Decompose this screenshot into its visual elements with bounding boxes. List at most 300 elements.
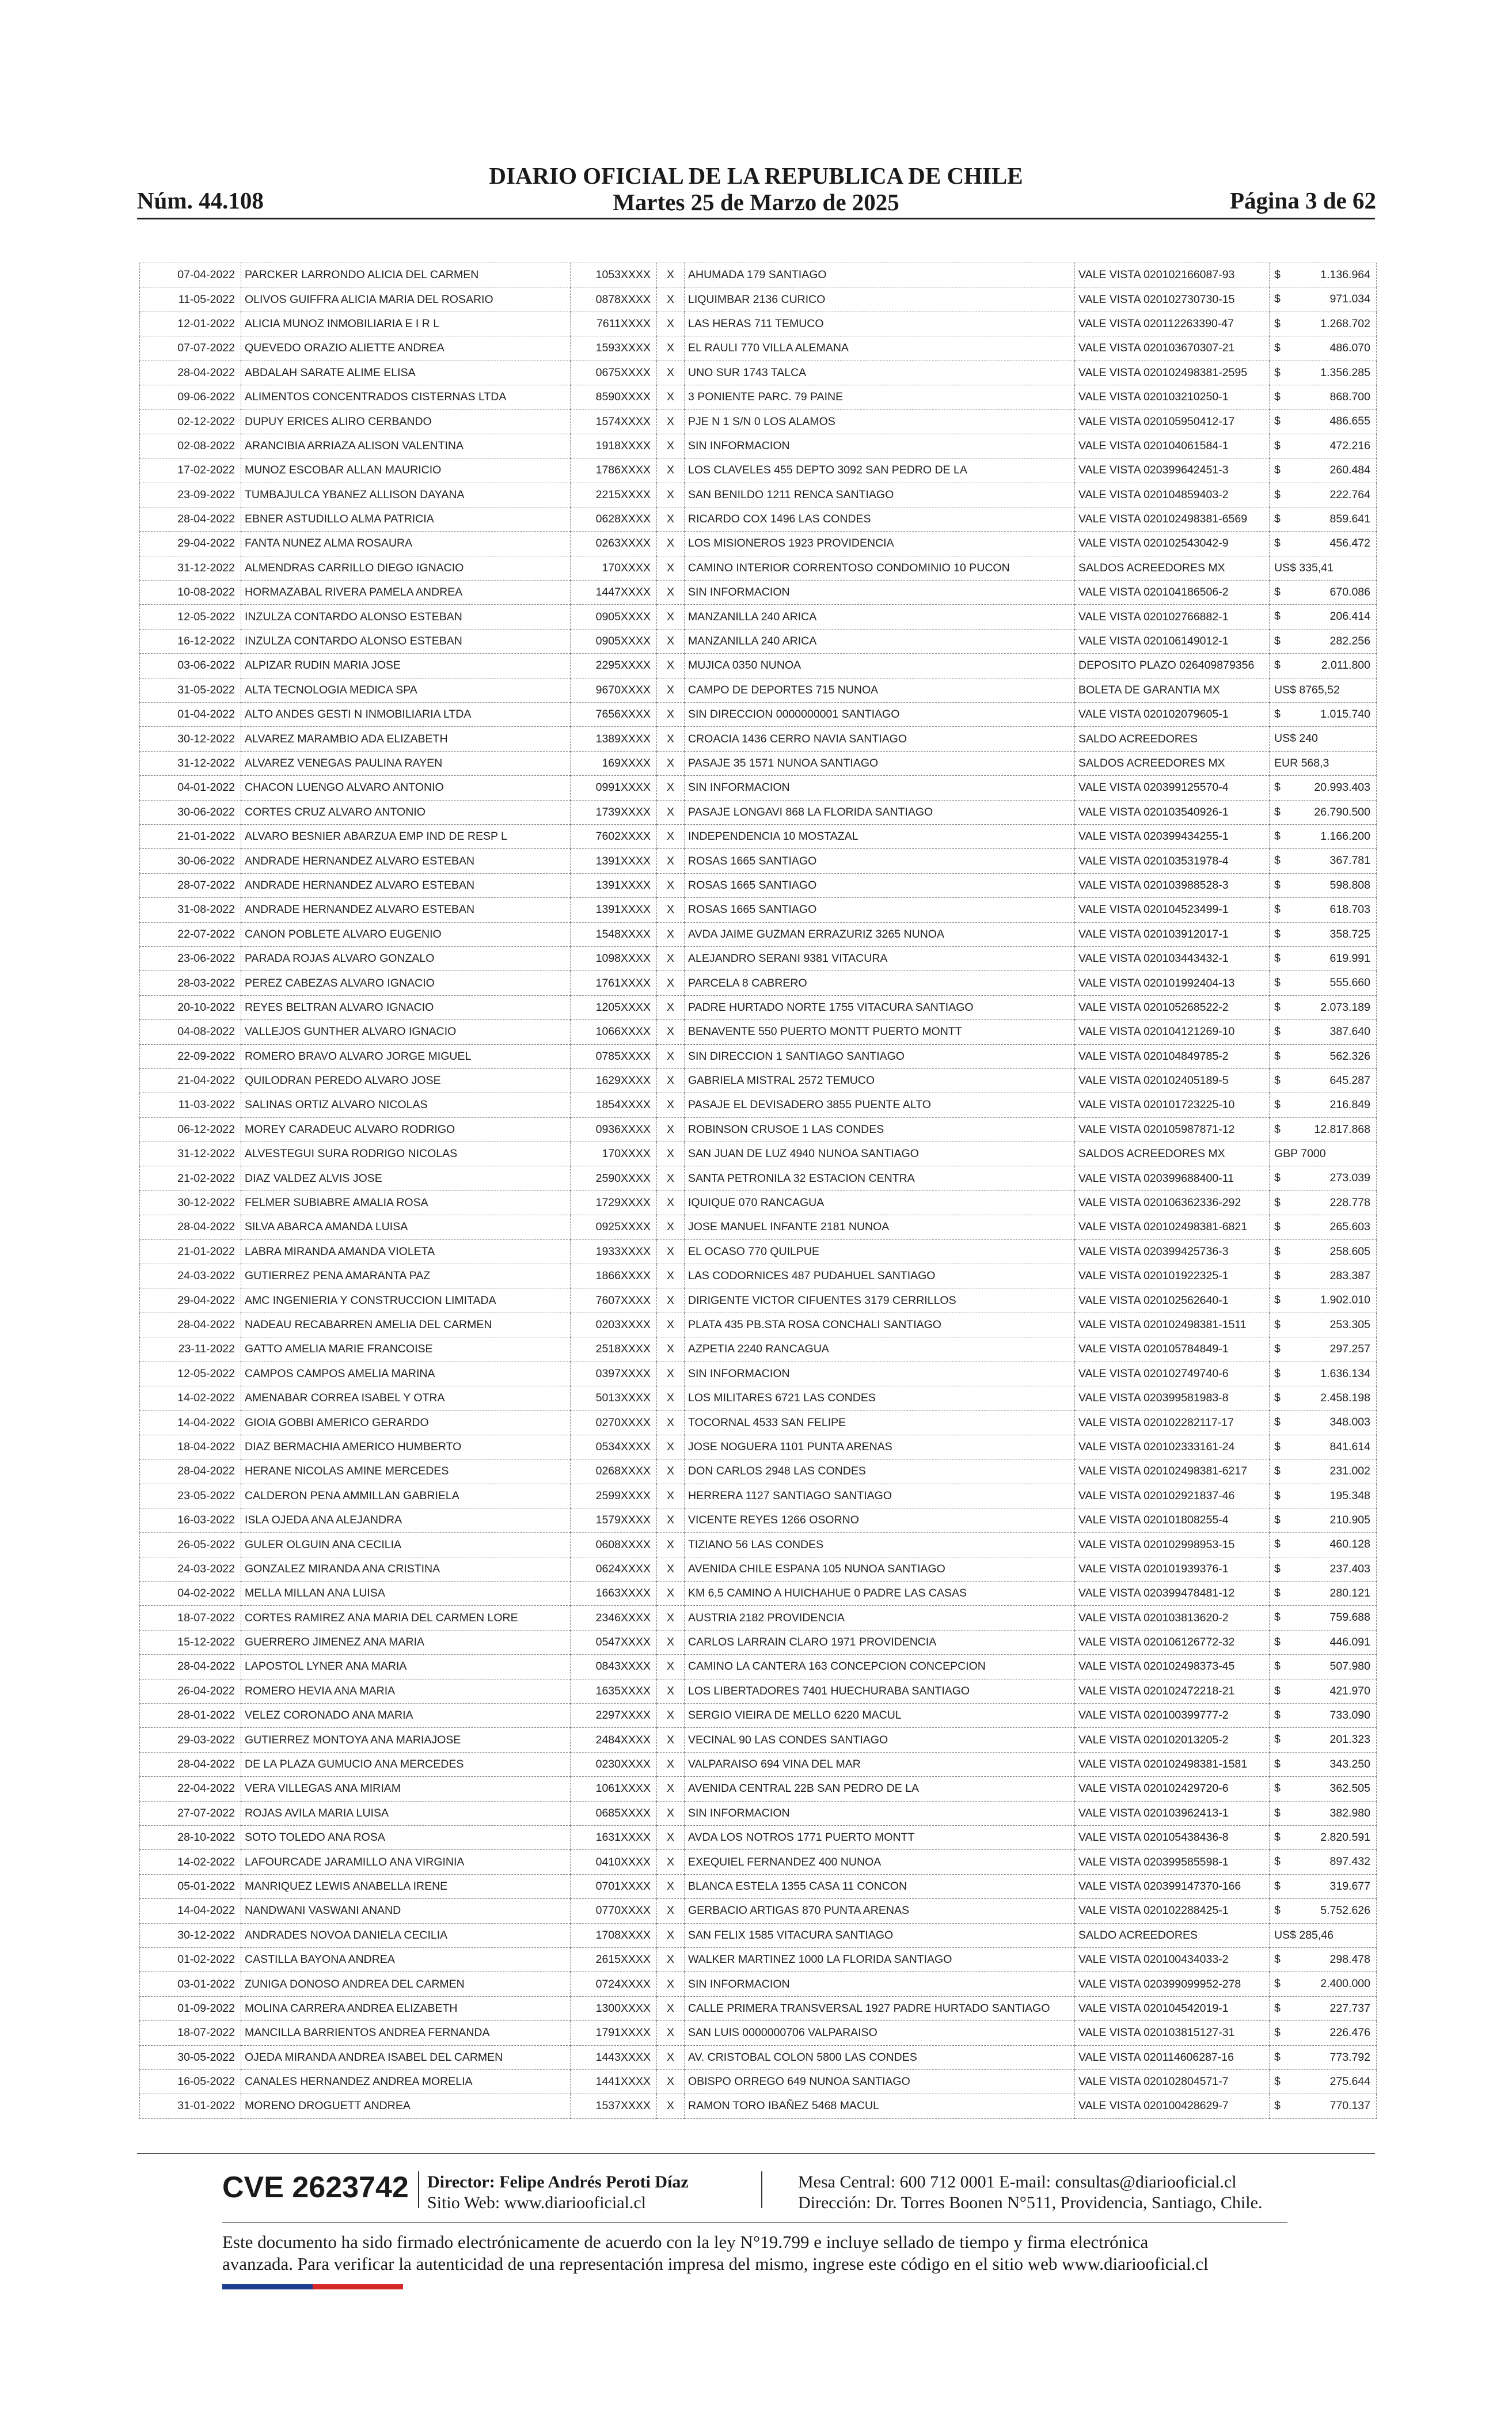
holder-address: SERGIO VIEIRA DE MELLO 6220 MACUL (685, 1704, 1075, 1728)
holder-id: 1205XXXX (571, 995, 657, 1019)
record-date: 28-04-2022 (140, 361, 241, 385)
record-date: 23-05-2022 (140, 1484, 241, 1508)
record-date: 30-06-2022 (140, 849, 241, 873)
legal-notice-line: Este documento ha sido firmado electrónicamente de acuerdo con la ley N°19.799 e incluye sellado de tiempo y firma electrónica (222, 2232, 1149, 2252)
record-date: 26-05-2022 (140, 1533, 241, 1557)
holder-name: OLIVOS GUIFFRA ALICIA MARIA DEL ROSARIO (241, 287, 571, 312)
record-date: 28-04-2022 (140, 1459, 241, 1484)
currency-symbol: $ (1274, 390, 1281, 403)
holder-id: 170XXXX (571, 556, 657, 580)
record-date: 12-05-2022 (140, 1362, 241, 1386)
holder-id: 1574XXXX (571, 410, 657, 434)
amount (1270, 1655, 1377, 1679)
holder-id: 1866XXXX (571, 1264, 657, 1288)
record-date: 01-02-2022 (140, 1947, 241, 1971)
amount-value: 228.778 (1329, 1196, 1370, 1209)
address-line: Dirección: Dr. Torres Boonen N°511, Providencia, Santiago, Chile. (798, 2193, 1263, 2212)
table-row (140, 2094, 1377, 2118)
amount-value: 206.414 (1329, 610, 1370, 623)
contact-line: Mesa Central: 600 712 0001 E-mail: consultas@diariooficial.cl (798, 2172, 1237, 2191)
record-date: 30-12-2022 (140, 1190, 241, 1215)
amount-value: 562.326 (1329, 1049, 1370, 1063)
amount (1270, 1190, 1377, 1215)
holder-address: SAN BENILDO 1211 RENCA SANTIAGO (685, 483, 1075, 507)
table-row (140, 1777, 1377, 1801)
amount-value: 598.808 (1329, 878, 1370, 892)
amount-value: 645.287 (1329, 1074, 1370, 1087)
holder-id: 0905XXXX (571, 605, 657, 629)
table-row (140, 1606, 1377, 1630)
amount-value: 421.970 (1329, 1684, 1370, 1697)
mark: X (657, 385, 685, 409)
amount (1270, 1972, 1377, 1996)
instrument: SALDOS ACREEDORES MX (1075, 556, 1270, 580)
currency-symbol: $ (1274, 1294, 1281, 1307)
holder-id: 2295XXXX (571, 654, 657, 678)
currency-symbol: $ (1274, 1879, 1281, 1893)
table-row (140, 1704, 1377, 1728)
amount (1270, 1947, 1377, 1971)
record-date: 17-02-2022 (140, 458, 241, 483)
mark: X (657, 2094, 685, 2118)
amount-value: 5.752.626 (1320, 1904, 1370, 1917)
holder-address: CAMINO LA CANTERA 163 CONCEPCION CONCEPCION (685, 1655, 1075, 1679)
instrument: VALE VISTA 020399434255-1 (1075, 824, 1270, 848)
table-row (140, 1679, 1377, 1703)
record-date: 01-09-2022 (140, 1996, 241, 2020)
record-date: 31-12-2022 (140, 751, 241, 775)
holder-id: 0397XXXX (571, 1362, 657, 1386)
currency-symbol: $ (1274, 927, 1281, 941)
amount-value: 2.073.189 (1320, 1000, 1370, 1014)
instrument: VALE VISTA 020105268522-2 (1075, 995, 1270, 1019)
holder-name: MOLINA CARRERA ANDREA ELIZABETH (241, 1996, 571, 2020)
holder-address: VICENTE REYES 1266 OSORNO (685, 1508, 1075, 1532)
record-date: 04-02-2022 (140, 1582, 241, 1606)
instrument: VALE VISTA 020399581983-8 (1075, 1386, 1270, 1410)
holder-name: SILVA ABARCA AMANDA LUISA (241, 1215, 571, 1239)
footer-rule (222, 2222, 1287, 2223)
table-row (140, 629, 1377, 653)
holder-name: NANDWANI VASWANI ANAND (241, 1899, 571, 1923)
mark: X (657, 1728, 685, 1752)
table-row (140, 507, 1377, 531)
mark: X (657, 703, 685, 727)
table-row (140, 1411, 1377, 1435)
table-row (140, 1313, 1377, 1337)
amount (1270, 410, 1377, 434)
holder-address: PADRE HURTADO NORTE 1755 VITACURA SANTIAGO (685, 995, 1075, 1019)
holder-id: 2615XXXX (571, 1947, 657, 1971)
holder-id: 1300XXXX (571, 1996, 657, 2020)
amount (1270, 995, 1377, 1019)
mark: X (657, 1020, 685, 1044)
currency-symbol: $ (1274, 1391, 1281, 1404)
currency-symbol: $ (1274, 1416, 1281, 1429)
currency-symbol: $ (1274, 1562, 1281, 1575)
amount (1270, 703, 1377, 727)
holder-name: SOTO TOLEDO ANA ROSA (241, 1826, 571, 1850)
instrument: VALE VISTA 020103912017-1 (1075, 922, 1270, 946)
table-row (140, 800, 1377, 824)
holder-id: 2346XXXX (571, 1606, 657, 1630)
amount-value: 507.980 (1329, 1660, 1370, 1673)
instrument: VALE VISTA 020104542019-1 (1075, 1996, 1270, 2020)
holder-name: FANTA NUNEZ ALMA ROSAURA (241, 532, 571, 556)
amount-value: 222.764 (1329, 488, 1370, 501)
instrument: VALE VISTA 020106362336-292 (1075, 1190, 1270, 1215)
record-date: 27-07-2022 (140, 1801, 241, 1825)
amount-value: 319.677 (1329, 1879, 1370, 1893)
holder-address: SIN DIRECCION 0000000001 SANTIAGO (685, 703, 1075, 727)
mark: X (657, 581, 685, 605)
currency-symbol: $ (1274, 1269, 1281, 1283)
holder-address: LOS MILITARES 6721 LAS CONDES (685, 1386, 1075, 1410)
holder-name: ARANCIBIA ARRIAZA ALISON VALENTINA (241, 434, 571, 458)
record-date: 09-06-2022 (140, 385, 241, 409)
instrument: VALE VISTA 020399642451-3 (1075, 458, 1270, 483)
holder-address: SANTA PETRONILA 32 ESTACION CENTRA (685, 1166, 1075, 1190)
currency-symbol: $ (1274, 317, 1281, 330)
record-date: 31-08-2022 (140, 898, 241, 922)
instrument: VALE VISTA 020101808255-4 (1075, 1508, 1270, 1532)
instrument: VALE VISTA 020104186506-2 (1075, 581, 1270, 605)
record-date: 02-08-2022 (140, 434, 241, 458)
holder-name: VELEZ CORONADO ANA MARIA (241, 1704, 571, 1728)
holder-id: 1739XXXX (571, 800, 657, 824)
instrument: VALE VISTA 020101723225-10 (1075, 1093, 1270, 1117)
amount-value: 358.725 (1329, 927, 1370, 941)
currency-symbol: $ (1274, 2026, 1281, 2039)
holder-address: PASAJE EL DEVISADERO 3855 PUENTE ALTO (685, 1093, 1075, 1117)
record-date: 28-01-2022 (140, 1704, 241, 1728)
instrument: VALE VISTA 020102498373-45 (1075, 1655, 1270, 1679)
amount (1270, 824, 1377, 848)
mark: X (657, 1484, 685, 1508)
mark: X (657, 1190, 685, 1215)
holder-id: 1391XXXX (571, 898, 657, 922)
currency-symbol: $ (1274, 878, 1281, 892)
table-row (140, 1996, 1377, 2020)
holder-id: 1391XXXX (571, 849, 657, 873)
instrument: SALDOS ACREEDORES MX (1075, 1142, 1270, 1166)
instrument: VALE VISTA 020102498381-2595 (1075, 361, 1270, 385)
currency-symbol: $ (1274, 1220, 1281, 1234)
record-date: 12-05-2022 (140, 605, 241, 629)
amount (1270, 1850, 1377, 1874)
holder-address: JOSE MANUEL INFANTE 2181 NUNOA (685, 1215, 1075, 1239)
holder-name: QUEVEDO ORAZIO ALIETTE ANDREA (241, 336, 571, 361)
holder-name: TUMBAJULCA YBANEZ ALLISON DAYANA (241, 483, 571, 507)
table-row (140, 1874, 1377, 1898)
amount-value: 773.792 (1329, 2050, 1370, 2064)
amount-value: 362.505 (1329, 1782, 1370, 1795)
record-date: 28-07-2022 (140, 873, 241, 897)
record-date: 14-02-2022 (140, 1386, 241, 1410)
amount-value: 348.003 (1329, 1416, 1370, 1429)
record-date: 23-06-2022 (140, 946, 241, 970)
holder-id: 2297XXXX (571, 1704, 657, 1728)
instrument: VALE VISTA 020104859403-2 (1075, 483, 1270, 507)
mark: X (657, 1655, 685, 1679)
currency-symbol: $ (1274, 1000, 1281, 1014)
holder-id: 0925XXXX (571, 1215, 657, 1239)
record-date: 04-01-2022 (140, 776, 241, 800)
record-date: 29-03-2022 (140, 1728, 241, 1752)
currency-symbol: $ (1274, 1538, 1281, 1551)
currency-symbol: $ (1274, 829, 1281, 843)
holder-address: SIN INFORMACION (685, 1972, 1075, 1996)
amount-value: 231.002 (1329, 1465, 1370, 1478)
currency-symbol: $ (1274, 854, 1281, 867)
table-row (140, 532, 1377, 556)
instrument: VALE VISTA 020114606287-16 (1075, 2045, 1270, 2069)
record-date: 01-04-2022 (140, 703, 241, 727)
amount (1270, 1020, 1377, 1044)
amount (1270, 654, 1377, 678)
mark: X (657, 1068, 685, 1093)
holder-address: AVDA JAIME GUZMAN ERRAZURIZ 3265 NUNOA (685, 922, 1075, 946)
holder-name: LABRA MIRANDA AMANDA VIOLETA (241, 1239, 571, 1264)
record-date: 06-12-2022 (140, 1117, 241, 1142)
amount-value: 26.790.500 (1314, 805, 1370, 818)
instrument: VALE VISTA 020399147370-166 (1075, 1874, 1270, 1898)
mark: X (657, 1850, 685, 1874)
holder-address: CAMPO DE DEPORTES 715 NUNOA (685, 678, 1075, 702)
instrument: VALE VISTA 020101939376-1 (1075, 1557, 1270, 1581)
table-row (140, 1117, 1377, 1142)
holder-id: 0230XXXX (571, 1752, 657, 1776)
instrument: VALE VISTA 020102429720-6 (1075, 1777, 1270, 1801)
holder-name: ANDRADE HERNANDEZ ALVARO ESTEBAN (241, 849, 571, 873)
currency-symbol: $ (1274, 1831, 1281, 1844)
amount-value: 1.136.964 (1320, 268, 1370, 281)
mark: X (657, 654, 685, 678)
holder-id: 2518XXXX (571, 1337, 657, 1362)
holder-address: 3 PONIENTE PARC. 79 PAINE (685, 385, 1075, 409)
amount (1270, 1923, 1377, 1947)
holder-id: 1708XXXX (571, 1923, 657, 1947)
holder-name: MANCILLA BARRIENTOS ANDREA FERNANDA (241, 2021, 571, 2045)
holder-name: NADEAU RECABARREN AMELIA DEL CARMEN (241, 1313, 571, 1337)
record-date: 03-06-2022 (140, 654, 241, 678)
holder-address: PASAJE 35 1571 NUNOA SANTIAGO (685, 751, 1075, 775)
holder-address: BENAVENTE 550 PUERTO MONTT PUERTO MONTT (685, 1020, 1075, 1044)
currency-symbol: $ (1274, 1660, 1281, 1673)
holder-id: 0624XXXX (571, 1557, 657, 1581)
record-date: 24-03-2022 (140, 1557, 241, 1581)
mark: X (657, 678, 685, 702)
amount-value: 733.090 (1329, 1709, 1370, 1722)
amount-value: 297.257 (1329, 1343, 1370, 1356)
holder-address: AUSTRIA 2182 PROVIDENCIA (685, 1606, 1075, 1630)
amount (1270, 2045, 1377, 2069)
holder-address: LAS CODORNICES 487 PUDAHUEL SANTIAGO (685, 1264, 1075, 1288)
mark: X (657, 629, 685, 653)
record-date: 28-10-2022 (140, 1826, 241, 1850)
currency-symbol: $ (1274, 2050, 1281, 2064)
holder-id: 0675XXXX (571, 361, 657, 385)
amount (1270, 1484, 1377, 1508)
mark: X (657, 995, 685, 1019)
flag-stripe-red (313, 2284, 403, 2289)
mark: X (657, 2045, 685, 2069)
amount (1270, 1068, 1377, 1093)
holder-address: GABRIELA MISTRAL 2572 TEMUCO (685, 1068, 1075, 1093)
record-date: 14-02-2022 (140, 1850, 241, 1874)
holder-address: AVDA LOS NOTROS 1771 PUERTO MONTT (685, 1826, 1075, 1850)
records-table (139, 263, 1377, 2119)
amount-value: 226.476 (1329, 2026, 1370, 2039)
record-date: 31-12-2022 (140, 1142, 241, 1166)
amount-value: 841.614 (1329, 1440, 1370, 1453)
holder-address: PLATA 435 PB.STA ROSA CONCHALI SANTIAGO (685, 1313, 1075, 1337)
amount-value: 265.603 (1329, 1220, 1370, 1234)
holder-id: 169XXXX (571, 751, 657, 775)
mark: X (657, 312, 685, 336)
table-row (140, 385, 1377, 409)
mark: X (657, 1826, 685, 1850)
holder-address: BLANCA ESTELA 1355 CASA 11 CONCON (685, 1874, 1075, 1898)
table-row (140, 1582, 1377, 1606)
mark: X (657, 1947, 685, 1971)
amount-value: 2.400.000 (1320, 1977, 1370, 1990)
holder-name: MANRIQUEZ LEWIS ANABELLA IRENE (241, 1874, 571, 1898)
amount-value: 280.121 (1329, 1587, 1370, 1600)
currency-symbol: $ (1274, 951, 1281, 965)
amount (1270, 727, 1377, 751)
amount (1270, 263, 1377, 287)
table-row (140, 1190, 1377, 1215)
issue-number: Núm. 44.108 (137, 187, 264, 214)
instrument: VALE VISTA 020399688400-11 (1075, 1166, 1270, 1190)
record-date: 31-01-2022 (140, 2094, 241, 2118)
holder-address: ROSAS 1665 SANTIAGO (685, 873, 1075, 897)
website-line: Sitio Web: www.diariooficial.cl (427, 2193, 647, 2212)
amount (1270, 1996, 1377, 2020)
currency-symbol: $ (1274, 1611, 1281, 1624)
currency-symbol: $ (1274, 781, 1281, 794)
holder-address: TOCORNAL 4533 SAN FELIPE (685, 1411, 1075, 1435)
amount (1270, 1557, 1377, 1581)
amount (1270, 556, 1377, 580)
table-row (140, 1484, 1377, 1508)
table-row (140, 1215, 1377, 1239)
flag-stripe (222, 2284, 403, 2289)
record-date: 04-08-2022 (140, 1020, 241, 1044)
mark: X (657, 1215, 685, 1239)
table-row (140, 1362, 1377, 1386)
instrument: VALE VISTA 020103443432-1 (1075, 946, 1270, 970)
currency-symbol: $ (1274, 1709, 1281, 1722)
holder-name: MUNOZ ESCOBAR ALLAN MAURICIO (241, 458, 571, 483)
mark: X (657, 556, 685, 580)
mark: X (657, 1874, 685, 1898)
mark: X (657, 751, 685, 775)
amount-value: 1.268.702 (1320, 317, 1370, 330)
mark: X (657, 507, 685, 531)
table-row (140, 727, 1377, 751)
instrument: VALE VISTA 020100399777-2 (1075, 1704, 1270, 1728)
table-row (140, 312, 1377, 336)
table-row (140, 1093, 1377, 1117)
amount-value: 201.323 (1329, 1733, 1370, 1746)
holder-name: ROMERO HEVIA ANA MARIA (241, 1679, 571, 1703)
holder-name: ANDRADE HERNANDEZ ALVARO ESTEBAN (241, 873, 571, 897)
holder-id: 0547XXXX (571, 1630, 657, 1654)
mark: X (657, 1606, 685, 1630)
currency-symbol: $ (1274, 1587, 1281, 1600)
holder-address: RAMON TORO IBAÑEZ 5468 MACUL (685, 2094, 1075, 2118)
table-row (140, 336, 1377, 361)
amount (1270, 1630, 1377, 1654)
mark: X (657, 483, 685, 507)
holder-address: CARLOS LARRAIN CLARO 1971 PROVIDENCIA (685, 1630, 1075, 1654)
amount-value: 227.737 (1329, 2001, 1370, 2015)
holder-name: MORENO DROGUETT ANDREA (241, 2094, 571, 2118)
amount (1270, 1801, 1377, 1825)
instrument: VALE VISTA 020101922325-1 (1075, 1264, 1270, 1288)
mark: X (657, 1582, 685, 1606)
table-row (140, 1264, 1377, 1288)
mark: X (657, 1996, 685, 2020)
mark: X (657, 1313, 685, 1337)
instrument: VALE VISTA 020103531978-4 (1075, 849, 1270, 873)
holder-name: GUTIERREZ MONTOYA ANA MARIAJOSE (241, 1728, 571, 1752)
instrument: VALE VISTA 020105950412-17 (1075, 410, 1270, 434)
holder-id: 0628XXXX (571, 507, 657, 531)
table-row (140, 1923, 1377, 1947)
currency-symbol: $ (1274, 1733, 1281, 1746)
holder-name: ALTA TECNOLOGIA MEDICA SPA (241, 678, 571, 702)
mark: X (657, 361, 685, 385)
instrument: SALDO ACREEDORES (1075, 1923, 1270, 1947)
currency-symbol: $ (1274, 1757, 1281, 1770)
holder-id: 1443XXXX (571, 2045, 657, 2069)
mark: X (657, 458, 685, 483)
record-date: 29-04-2022 (140, 532, 241, 556)
holder-address: LOS MISIONEROS 1923 PROVIDENCIA (685, 532, 1075, 556)
amount-value: 460.128 (1329, 1538, 1370, 1551)
holder-name: VALLEJOS GUNTHER ALVARO IGNACIO (241, 1020, 571, 1044)
holder-id: 0991XXXX (571, 776, 657, 800)
currency-symbol: $ (1274, 1245, 1281, 1258)
currency-symbol: $ (1274, 1855, 1281, 1868)
instrument: VALE VISTA 020102562640-1 (1075, 1288, 1270, 1313)
table-row (140, 1166, 1377, 1190)
amount (1270, 1508, 1377, 1532)
holder-address: MANZANILLA 240 ARICA (685, 629, 1075, 653)
amount-value: 1.015.740 (1320, 708, 1370, 721)
holder-name: INZULZA CONTARDO ALONSO ESTEBAN (241, 629, 571, 653)
record-date: 16-03-2022 (140, 1508, 241, 1532)
record-date: 31-05-2022 (140, 678, 241, 702)
instrument: VALE VISTA 020103540926-1 (1075, 800, 1270, 824)
mark: X (657, 971, 685, 995)
table-row (140, 556, 1377, 580)
holder-name: DIAZ BERMACHIA AMERICO HUMBERTO (241, 1435, 571, 1459)
holder-id: 0905XXXX (571, 629, 657, 653)
amount (1270, 1704, 1377, 1728)
instrument: VALE VISTA 020103988528-3 (1075, 873, 1270, 897)
currency-symbol: $ (1274, 1098, 1281, 1112)
holder-address: SAN FELIX 1585 VITACURA SANTIAGO (685, 1923, 1075, 1947)
instrument: VALE VISTA 020399425736-3 (1075, 1239, 1270, 1264)
amount (1270, 800, 1377, 824)
mark: X (657, 800, 685, 824)
holder-id: 1548XXXX (571, 922, 657, 946)
currency-symbol: $ (1274, 439, 1281, 452)
